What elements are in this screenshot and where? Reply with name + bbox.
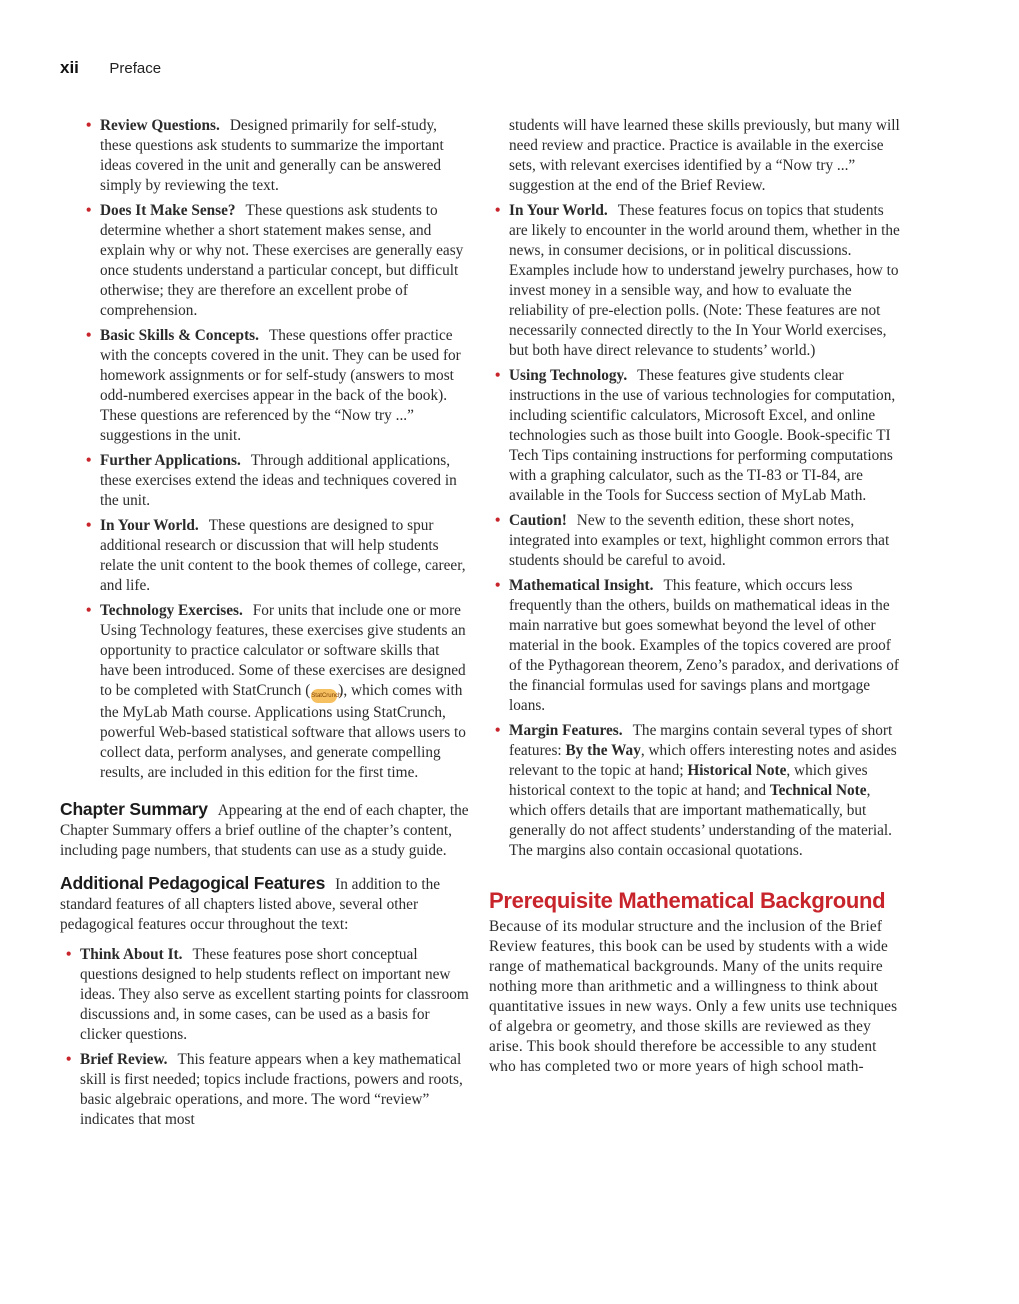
list-item xyxy=(489,366,902,506)
list-item xyxy=(60,326,472,446)
bullet-icon: • xyxy=(86,327,92,344)
item-term: Margin Features. xyxy=(509,722,623,739)
list-item xyxy=(489,511,902,571)
list-item xyxy=(60,451,472,511)
bullet-icon: • xyxy=(495,722,501,739)
item-term: Basic Skills & Concepts. xyxy=(100,327,259,344)
continued-text: students will have learned these skills previously, but many will need review and practice. Practice is available in the exercise sets, with relevant exercises identified by a “Now try ...” suggestion at the end of the Brief Review. xyxy=(509,117,900,194)
item-term: Brief Review. xyxy=(80,1051,168,1068)
bullet-icon: • xyxy=(86,602,92,619)
section-text: In addition to the standard features of all chapters listed above, several other pedagogical features occur throughout the text: xyxy=(60,876,441,933)
item-term: Further Applications. xyxy=(100,452,241,469)
item-term: Think About It. xyxy=(80,946,183,963)
inline-term: By the Way xyxy=(565,742,641,759)
bullet-icon: • xyxy=(495,367,501,384)
item-text: New to the seventh edition, these short notes, integrated into examples or text, highlight common errors that students should be careful to avoid. xyxy=(509,512,890,569)
item-text: This feature appears when a key mathematical skill is first needed; topics include fractions, powers and roots, basic algebraic operations, and more. The word “review” indicates that most xyxy=(80,1051,463,1128)
section-text: Appearing at the end of each chapter, the Chapter Summary offers a brief outline of the chapter’s content, including page numbers, that students can use as a study guide. xyxy=(60,802,469,859)
item-text: These questions are designed to spur additional research or discussion that will help students relate the unit content to the book themes of college, career, and life. xyxy=(100,517,466,594)
bullet-icon: • xyxy=(495,577,501,594)
pedagogical-features-list xyxy=(60,945,472,1130)
list-item xyxy=(60,945,472,1045)
item-term: In Your World. xyxy=(100,517,199,534)
item-term: Technology Exercises. xyxy=(100,602,243,619)
page-header xyxy=(60,58,161,78)
bullet-icon: • xyxy=(495,512,501,529)
prerequisite-text: Because of its modular structure and the inclusion of the Brief Review features, this book can be used by students with a wide range of mathematical backgrounds. Many of the units require nothing more than arithmetic and a willingness to think about quantitative issues in new ways. Only a few units use techniques of algebra or geometry, and those skills are reviewed as they arise. This book should therefore be accessible to any student who has completed two or more years of high school math- xyxy=(489,918,898,1075)
item-text: These features give students clear instructions in the use of various technologies for computation, including scientific calculators, Microsoft Excel, and online technologies such as those built into Google. Book-specific TI Tech Tips containing instructions for performing computations with a graphing calculator, such as the TI-83 or TI-84, are available in the Tools for Success section of MyLab Math. xyxy=(509,367,896,504)
item-text: , which gives historical context to the topic at hand; and xyxy=(509,762,868,799)
bullet-icon: • xyxy=(66,1051,72,1068)
item-text: This feature, which occurs less frequently than the others, builds on mathematical ideas in the main narrative but goes somewhat beyond the level of other material in the book. Examples of the topics covered are proof of the Pythagorean theorem, Zeno’s paradox, and derivations of the financial formulas used for savings plans and mortgage loans. xyxy=(509,577,899,714)
bullet-icon: • xyxy=(86,117,92,134)
right-column xyxy=(489,116,902,1077)
item-text: These features pose short conceptual questions designed to help students reflect on important new ideas. They also serve as excellent starting points for classroom discussions and, in some cases, can be used as a basis for clicker questions. xyxy=(80,946,469,1043)
prerequisite-heading: Prerequisite Mathematical Background xyxy=(489,888,886,913)
item-text: For units that include one or more Using Technology features, these exercises give students an opportunity to practice calculator or software skills that have been introduced. Some of these exercises are designed to be completed with StatCrunch ( xyxy=(100,602,466,699)
list-item xyxy=(489,576,902,716)
bullet-icon: • xyxy=(86,202,92,219)
item-text: Through additional applications, these exercises extend the ideas and techniques covered in the unit. xyxy=(100,452,457,509)
item-text: , which offers interesting notes and asides relevant to the topic at hand; xyxy=(509,742,897,779)
list-item xyxy=(489,201,902,361)
item-term: Mathematical Insight. xyxy=(509,577,654,594)
list-item xyxy=(60,201,472,321)
item-term: Does It Make Sense? xyxy=(100,202,236,219)
item-term: In Your World. xyxy=(509,202,608,219)
item-term: Caution! xyxy=(509,512,567,529)
section-heading: Additional Pedagogical Features xyxy=(60,873,326,893)
running-head: Preface xyxy=(109,60,162,77)
item-term: Review Questions. xyxy=(100,117,220,134)
inline-term: Historical Note xyxy=(687,762,787,779)
item-text: These features focus on topics that students are likely to encounter in the world around them, whether in the news, in consumer decisions, or in political discussions. Examples include how to understand jewelry purchases, how to invest money in a sensible way, and how to evaluate the reliability of pre-election polls. (Note: These features are not necessarily connected directly to the In Your World exercises, but both have direct relevance to students’ world.) xyxy=(509,202,900,359)
statcrunch-icon: StatCrunch xyxy=(311,689,337,703)
left-column xyxy=(60,116,472,1135)
item-text: ), which comes with the MyLab Math course. Applications using StatCrunch, powerful Web-based statistical software that allows users to collect data, perform analyses, and generate compelling results, are included in this edition for the first time. xyxy=(100,682,466,781)
bullet-icon: • xyxy=(495,202,501,219)
list-item xyxy=(489,721,902,861)
bullet-icon: • xyxy=(66,946,72,963)
list-item xyxy=(60,601,472,783)
list-item xyxy=(60,1050,472,1130)
item-text: Designed primarily for self-study, these questions ask students to summarize the important ideas covered in the unit and generally can be answered simply by reviewing the text. xyxy=(100,117,444,194)
item-text: The margins contain several types of short features: xyxy=(509,722,893,759)
additional-features-section xyxy=(60,873,472,935)
feature-list xyxy=(489,201,902,861)
item-text: , which offers details that are important mathematically, but generally do not affect students’ understanding of the material. The margins also contain occasional quotations. xyxy=(509,782,893,859)
exercise-types-list xyxy=(60,116,472,783)
inline-term: Technical Note xyxy=(769,782,867,799)
list-item xyxy=(60,116,472,196)
item-text: These questions offer practice with the concepts covered in the unit. They can be used for homework assignments or for self-study (answers to most odd-numbered exercises appear in the back of the book). These questions are referenced by the “Now try ...” suggestions in the unit. xyxy=(100,327,461,444)
item-text: These questions ask students to determine whether a short statement makes sense, and explain why or why not. These exercises are generally easy once students understand a particular concept, but difficult otherwise; they are therefore an excellent probe of comprehension. xyxy=(100,202,464,319)
chapter-summary-section xyxy=(60,799,472,861)
item-term: Using Technology. xyxy=(509,367,628,384)
list-item xyxy=(60,516,472,596)
bullet-icon: • xyxy=(86,452,92,469)
bullet-icon: • xyxy=(86,517,92,534)
page-number: xii xyxy=(60,58,79,77)
section-heading: Chapter Summary xyxy=(60,799,208,819)
